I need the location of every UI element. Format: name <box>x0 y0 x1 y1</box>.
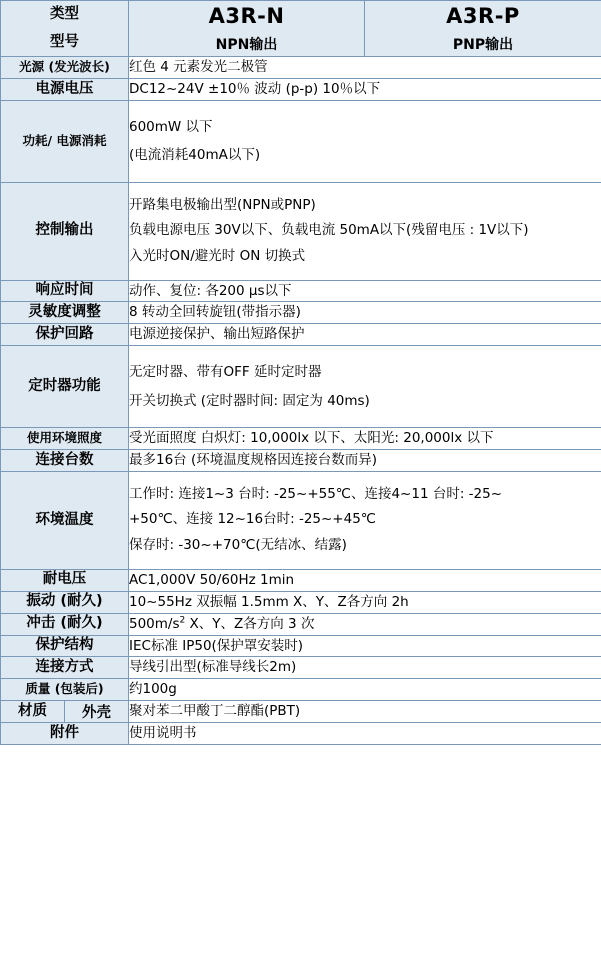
table-header-row <box>1 1 601 57</box>
table-row <box>1 79 601 101</box>
value-line: 600mW 以下 <box>129 118 213 135</box>
value-line: 受光面照度 白炽灯: 10,000lx 以下、太阳光: 20,000lx 以下 <box>129 430 494 446</box>
model-output-type: NPN输出 <box>215 36 278 53</box>
row-value <box>129 302 601 324</box>
value-line: 保存时: -30~+70℃(无结冰、结露) <box>129 537 347 554</box>
row-label: 耐电压 <box>1 569 129 591</box>
table-row <box>1 569 601 591</box>
row-label: 附件 <box>1 723 129 745</box>
row-value <box>129 449 601 471</box>
value-line: 工作时: 连接1~3 台时: -25~+55℃、连接4~11 台时: -25~ <box>129 485 503 502</box>
row-label: 连接方式 <box>1 657 129 679</box>
value-line: +50℃、连接 12~16台时: -25~+45℃ <box>129 511 376 528</box>
row-value <box>129 701 601 723</box>
table-row <box>1 100 601 182</box>
row-label: 环境温度 <box>1 471 129 569</box>
row-label: 振动 (耐久) <box>1 591 129 613</box>
header-model-a3r-n <box>129 1 365 57</box>
table-row <box>1 657 601 679</box>
row-label: 质量 (包装后) <box>1 679 129 701</box>
header-category-line2: 型号 <box>50 33 79 50</box>
table-row <box>1 449 601 471</box>
row-value <box>129 428 601 450</box>
row-value <box>129 471 601 569</box>
row-value <box>129 569 601 591</box>
value-line: 电源逆接保护、输出短路保护 <box>129 326 305 343</box>
row-label: 保护回路 <box>1 324 129 346</box>
value-line: 负载电源电压 30V以下、负载电流 50mA以下(残留电压 : 1V以下) <box>129 222 529 239</box>
row-value <box>129 723 601 745</box>
value-line: 约100g <box>129 681 177 698</box>
row-value <box>129 57 601 79</box>
table-row <box>1 613 601 635</box>
row-value <box>129 79 601 101</box>
row-label: 灵敏度调整 <box>1 302 129 324</box>
value-line: 聚对苯二甲酸丁二醇酯(PBT) <box>129 703 301 720</box>
table-row <box>1 679 601 701</box>
value-line: 导线引出型(标准导线长2m) <box>129 659 297 676</box>
row-label: 电源电压 <box>1 79 129 101</box>
row-value <box>129 657 601 679</box>
row-label: 功耗/ 电源消耗 <box>1 100 129 182</box>
header-category-cell <box>1 1 129 57</box>
row-label: 连接台数 <box>1 449 129 471</box>
row-label: 响应时间 <box>1 280 129 302</box>
table-row <box>1 57 601 79</box>
value-line: 开路集电极输出型(NPN或PNP) <box>129 196 316 213</box>
table-row <box>1 635 601 657</box>
value-line: DC12~24V ±10％ 波动 (p-p) 10％以下 <box>129 81 381 98</box>
value-line: 红色 4 元素发光二极管 <box>129 59 268 76</box>
value-line: $500m/s^2$ X、Y、Z各方向 3 次 <box>129 615 315 632</box>
row-value <box>129 100 601 182</box>
table-row <box>1 428 601 450</box>
table-row <box>1 701 601 723</box>
row-label: 控制输出 <box>1 182 129 280</box>
value-line: (电流消耗40mA以下) <box>129 147 261 164</box>
value-line: 使用说明书 <box>129 725 197 742</box>
table-row <box>1 302 601 324</box>
table-row <box>1 591 601 613</box>
row-value <box>129 635 601 657</box>
table-row <box>1 324 601 346</box>
value-line: 8 转动全回转旋钮(带指示器) <box>129 304 301 321</box>
header-model-a3r-p <box>365 1 601 57</box>
table-row <box>1 471 601 569</box>
value-line: 动作、复位: 各200 μs以下 <box>129 282 292 299</box>
row-value <box>129 679 601 701</box>
row-label: 光源 (发光波长) <box>1 57 129 79</box>
header-category-line1: 类型 <box>50 6 79 22</box>
table-row <box>1 723 601 745</box>
row-value <box>129 324 601 346</box>
model-name: A3R-P <box>446 3 520 28</box>
table-row <box>1 280 601 302</box>
row-label-material: 材质 <box>1 701 65 723</box>
value-line: IEC标准 IP50(保护罩安装时) <box>129 637 304 654</box>
value-line: 入光时ON/避光时 ON 切换式 <box>129 247 306 264</box>
model-name: A3R-N <box>208 3 285 28</box>
value-line: AC1,000V 50/60Hz 1min <box>129 571 295 588</box>
row-value <box>129 613 601 635</box>
row-value <box>129 280 601 302</box>
row-sublabel-housing: 外壳 <box>65 701 129 723</box>
table-row <box>1 182 601 280</box>
model-output-type: PNP输出 <box>452 36 514 53</box>
value-line: 无定时器、带有OFF 延时定时器 <box>129 364 322 381</box>
row-label: 定时器功能 <box>1 346 129 428</box>
value-line: 开关切换式 (定时器时间: 固定为 40ms) <box>129 392 370 409</box>
value-line: 最多16台 (环境温度规格因连接台数而异) <box>129 451 378 468</box>
table-row <box>1 346 601 428</box>
row-label: 冲击 (耐久) <box>1 613 129 635</box>
row-value <box>129 182 601 280</box>
value-line: 10~55Hz 双振幅 1.5mm X、Y、Z各方向 2h <box>129 593 409 610</box>
row-value <box>129 346 601 428</box>
row-label: 保护结构 <box>1 635 129 657</box>
row-label: 使用环境照度 <box>1 428 129 450</box>
row-value <box>129 591 601 613</box>
